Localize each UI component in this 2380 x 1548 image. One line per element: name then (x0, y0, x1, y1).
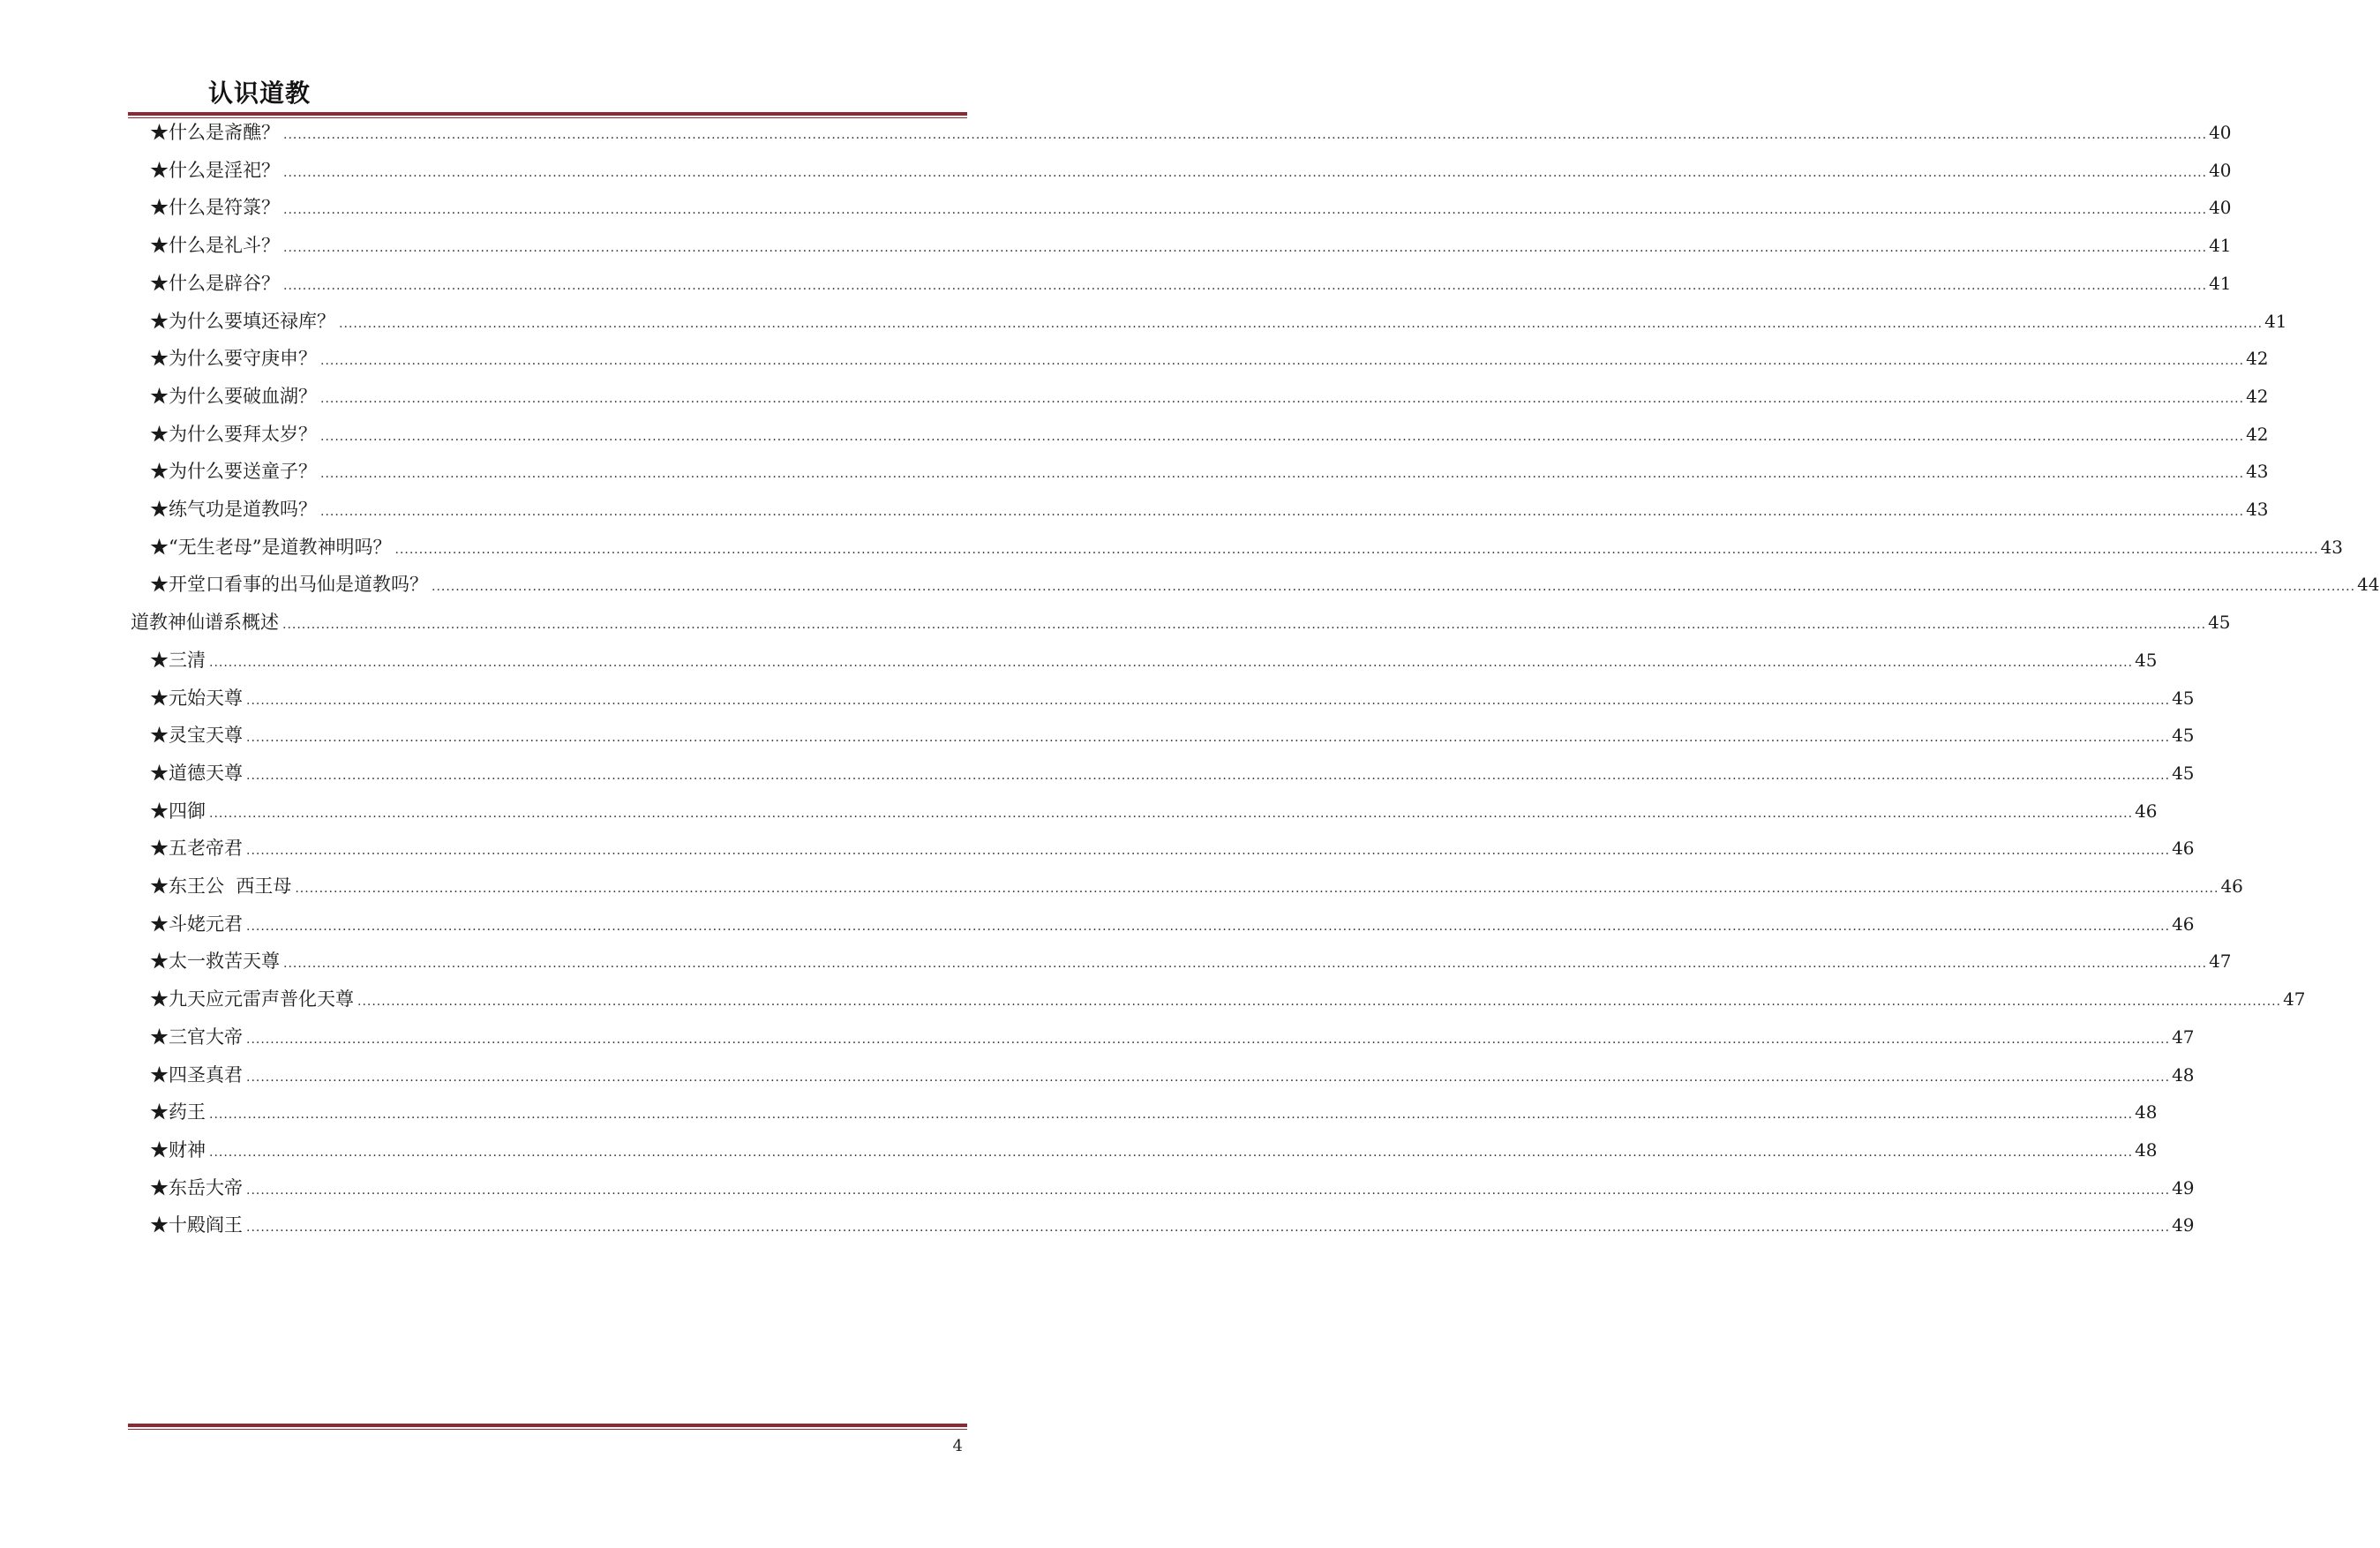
dot-leader: ................................................................................................................................................................................................................................................................................................................................................................................................................ (283, 203, 2208, 218)
toc-entry[interactable] (0, 1062, 2195, 1088)
toc-entry-page: 42 (2246, 348, 2269, 370)
toc-entry[interactable] (0, 1024, 2195, 1050)
toc-entry-page: 46 (2220, 875, 2243, 897)
dot-leader: ................................................................................................................................................................................................................................................................................................................................................................................................................ (246, 844, 2171, 859)
toc-entry[interactable] (0, 1175, 2195, 1201)
toc-entry-page: 49 (2172, 1176, 2195, 1199)
toc-entry[interactable] (0, 1099, 2158, 1125)
toc-entry[interactable] (0, 571, 2380, 597)
toc-entry-page: 46 (2172, 838, 2195, 860)
toc-entry-label: ★什么是辟谷？ (150, 272, 280, 294)
toc-entry-page: 46 (2135, 800, 2158, 822)
toc-entry-label: ★元始天尊 (150, 687, 243, 709)
toc-entry[interactable] (0, 421, 2269, 447)
toc-entry-label: ★太一救苦天尊 (150, 951, 280, 973)
toc-entry-label: ★为什么要填还禄库？ (150, 310, 335, 332)
toc-entry[interactable] (0, 270, 2232, 297)
dot-leader: ................................................................................................................................................................................................................................................................................................................................................................................................................ (283, 241, 2208, 256)
dot-leader: ................................................................................................................................................................................................................................................................................................................................................................................................................ (320, 505, 2245, 519)
dot-leader: ................................................................................................................................................................................................................................................................................................................................................................................................................ (283, 165, 2208, 180)
toc-entry-label: ★九天应元雷声普化天尊 (150, 988, 354, 1011)
toc-entry-label: ★财神 (150, 1138, 206, 1161)
toc-entry-label: ★斗姥元君 (150, 913, 243, 935)
dot-leader: ................................................................................................................................................................................................................................................................................................................................................................................................................ (283, 957, 2208, 972)
toc-entry-label: ★东岳大帝 (150, 1176, 243, 1199)
toc-entry[interactable] (0, 119, 2232, 146)
dot-leader: ................................................................................................................................................................................................................................................................................................................................................................................................................ (246, 1032, 2171, 1047)
toc-entry[interactable] (0, 873, 2243, 899)
toc-entry-label: 道教神仙谱系概述 (131, 612, 279, 634)
toc-entry[interactable] (0, 345, 2269, 372)
toc-entry-page: 45 (2172, 687, 2195, 709)
toc-entry-page: 40 (2209, 197, 2232, 219)
toc-entry-page: 42 (2246, 423, 2269, 445)
toc-entry[interactable] (0, 986, 2306, 1012)
toc-entry-page: 40 (2209, 122, 2232, 143)
toc-entry[interactable] (0, 458, 2269, 485)
toc-entry[interactable] (0, 1212, 2195, 1238)
dot-leader: ................................................................................................................................................................................................................................................................................................................................................................................................................ (295, 882, 2219, 896)
toc-entry[interactable] (0, 798, 2158, 824)
toc-entry-page: 45 (2172, 762, 2195, 784)
toc-entry-label: ★为什么要送童子？ (150, 461, 317, 483)
dot-leader: ................................................................................................................................................................................................................................................................................................................................................................................................................ (209, 806, 2134, 821)
toc-entry-label: ★练气功是道教吗？ (150, 499, 317, 520)
dot-leader: ................................................................................................................................................................................................................................................................................................................................................................................................................ (246, 1070, 2171, 1085)
dot-leader: ................................................................................................................................................................................................................................................................................................................................................................................................................ (320, 467, 2245, 482)
toc-entry[interactable] (0, 496, 2269, 522)
toc-entry-page: 49 (2172, 1214, 2195, 1236)
footer-rule (128, 1424, 967, 1430)
dot-leader: ................................................................................................................................................................................................................................................................................................................................................................................................................ (339, 316, 2264, 331)
dot-leader: ................................................................................................................................................................................................................................................................................................................................................................................................................ (209, 655, 2134, 670)
toc-entry-label: ★为什么要破血湖？ (150, 385, 317, 407)
toc-entry-page: 45 (2208, 612, 2231, 634)
toc-entry-page: 43 (2246, 499, 2269, 520)
toc-entry-page: 43 (2320, 536, 2344, 558)
dot-leader: ................................................................................................................................................................................................................................................................................................................................................................................................................ (209, 1145, 2134, 1160)
toc-entry-label: ★开堂口看事的出马仙是道教吗？ (150, 574, 428, 596)
toc-entry-label: ★三官大帝 (150, 1026, 243, 1048)
page-number: 4 (952, 1437, 963, 1455)
toc-entry-page: 41 (2264, 310, 2287, 332)
toc-entry[interactable] (0, 911, 2195, 937)
dot-leader: ................................................................................................................................................................................................................................................................................................................................................................................................................ (246, 1183, 2171, 1198)
toc-entry-label: ★四御 (150, 800, 206, 822)
toc-entry-page: 41 (2209, 272, 2232, 294)
toc-entry-page: 44 (2357, 574, 2380, 596)
toc-entry-label: ★东王公 西王母 (150, 875, 292, 897)
toc-entry-page: 46 (2172, 913, 2195, 935)
toc-entry[interactable] (0, 157, 2232, 184)
toc-entry-page: 47 (2283, 988, 2306, 1011)
dot-leader: ................................................................................................................................................................................................................................................................................................................................................................................................................ (320, 354, 2245, 369)
toc-entry-label: ★为什么要守庚申？ (150, 348, 317, 370)
toc-entry-label: ★什么是斋醮？ (150, 122, 280, 143)
dot-leader: ................................................................................................................................................................................................................................................................................................................................................................................................................ (320, 391, 2245, 406)
toc-entry-label: ★灵宝天尊 (150, 725, 243, 747)
dot-leader: ................................................................................................................................................................................................................................................................................................................................................................................................................ (357, 995, 2282, 1010)
toc-section-entry[interactable] (0, 609, 2231, 635)
dot-leader: ................................................................................................................................................................................................................................................................................................................................................................................................................ (246, 1221, 2171, 1236)
toc-entry[interactable] (0, 835, 2195, 861)
toc-entry[interactable] (0, 760, 2195, 786)
toc-entry-label: ★十殿阎王 (150, 1214, 243, 1236)
toc-entry-page: 48 (2172, 1063, 2195, 1086)
toc-entry-label: ★药王 (150, 1101, 206, 1123)
toc-entry-label: ★什么是淫祀？ (150, 159, 280, 181)
toc-entry-label: ★五老帝君 (150, 838, 243, 860)
dot-leader: ................................................................................................................................................................................................................................................................................................................................................................................................................ (246, 768, 2171, 783)
dot-leader: ................................................................................................................................................................................................................................................................................................................................................................................................................ (320, 429, 2245, 444)
toc-entry-page: 45 (2172, 725, 2195, 747)
toc-entry[interactable] (0, 685, 2195, 711)
toc-entry-label: ★四圣真君 (150, 1063, 243, 1086)
toc-entry[interactable] (0, 534, 2344, 560)
toc-entry-label: ★什么是礼斗？ (150, 235, 280, 257)
toc-entry[interactable] (0, 948, 2232, 974)
toc-entry[interactable] (0, 194, 2232, 221)
toc-entry-label: ★为什么要拜太岁？ (150, 423, 317, 445)
toc-entry-label: ★什么是符箓？ (150, 197, 280, 219)
dot-leader: ................................................................................................................................................................................................................................................................................................................................................................................................................ (246, 731, 2171, 746)
dot-leader: ................................................................................................................................................................................................................................................................................................................................................................................................................ (209, 1108, 2134, 1123)
toc-entry[interactable] (0, 722, 2195, 748)
toc-entry-page: 40 (2209, 159, 2232, 181)
toc-entry-page: 47 (2209, 951, 2232, 973)
toc-entry-page: 43 (2246, 461, 2269, 483)
toc-entry[interactable] (0, 232, 2232, 259)
dot-leader: ................................................................................................................................................................................................................................................................................................................................................................................................................ (283, 278, 2208, 293)
dot-leader: ................................................................................................................................................................................................................................................................................................................................................................................................................ (394, 542, 2319, 557)
toc-entry-page: 48 (2135, 1101, 2158, 1123)
toc-entry-page: 47 (2172, 1026, 2195, 1048)
dot-leader: ................................................................................................................................................................................................................................................................................................................................................................................................................ (246, 919, 2171, 934)
toc-entry-page: 42 (2246, 385, 2269, 407)
toc-entry-page: 45 (2135, 649, 2158, 671)
header-title: 认识道教 (208, 79, 312, 108)
toc-entry[interactable] (0, 647, 2158, 673)
toc-entry[interactable] (0, 1137, 2158, 1163)
dot-leader: ................................................................................................................................................................................................................................................................................................................................................................................................................ (283, 128, 2208, 142)
dot-leader: ................................................................................................................................................................................................................................................................................................................................................................................................................ (432, 580, 2356, 595)
toc-entry-label: ★“无生老母”是道教神明吗？ (150, 536, 392, 558)
toc-entry[interactable] (0, 383, 2269, 410)
toc-entry-page: 48 (2135, 1138, 2158, 1161)
dot-leader: ................................................................................................................................................................................................................................................................................................................................................................................................................ (282, 618, 2207, 633)
toc-entry-label: ★道德天尊 (150, 762, 243, 784)
toc-entry[interactable] (0, 308, 2287, 334)
toc-entry-label: ★三清 (150, 649, 206, 671)
dot-leader: ................................................................................................................................................................................................................................................................................................................................................................................................................ (246, 693, 2171, 708)
toc-entry-page: 41 (2209, 235, 2232, 257)
